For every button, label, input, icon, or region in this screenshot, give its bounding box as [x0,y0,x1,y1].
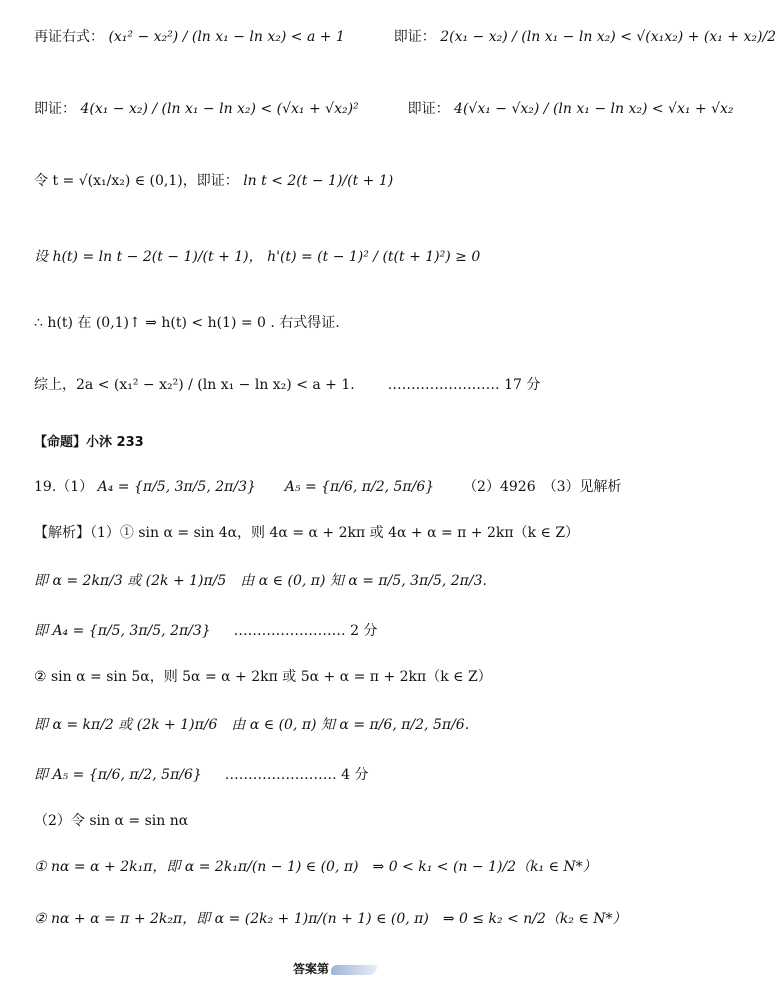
line-A5 [34,766,369,784]
formula: 4(√x₁ − √x₂) / (ln x₁ − ln x₂) < √x₁ + √x₂ [454,101,734,117]
formula: ln t < 2(t − 1)/(t + 1) [243,173,394,189]
page-footer [0,960,670,977]
question-number: 19.（1） [34,479,94,495]
text: 再证右式： [34,29,104,45]
score: …………………… 2 分 [233,623,378,639]
formula: 即 A₅ = {π/6, π/2, 5π/6} [34,767,202,783]
formula: A₄ = {π/5, 3π/5, 2π/3} [97,479,256,495]
formula: 设 h(t) = ln t − 2(t − 1)/(t + 1)， [34,249,263,265]
text: 即证： [34,101,76,117]
line-monotonic [34,314,340,332]
line-case-1 [34,858,597,876]
line-q19-answers [34,478,622,496]
author-tag: 【命题】小沐 233 [34,435,144,450]
line-substitute-t [34,172,393,190]
text: 即证： [407,101,450,117]
formula: h'(t) = (t − 1)² / (t(t + 1)²) ≥ 0 [267,249,481,265]
text: （2）令 sin α = sin nα [34,813,189,829]
line-prove-right [34,28,776,46]
text: （2）4926 （3）见解析 [463,479,622,495]
line-define-h [34,248,480,266]
line-equivalent [34,100,734,118]
line-analysis-2 [34,668,492,686]
formula: 即 α = kπ/2 或 (2k + 1)π/6 由 α ∈ (0, π) 知 α = π/6, π/2, 5π/6. [34,717,470,733]
text: 令 t = √(x₁/x₂) ∈ (0,1)，即证： [34,173,239,189]
score: …………………… 4 分 [224,767,369,783]
formula: ① nα = α + 2k₁π，即 α = 2k₁π/(n − 1) ∈ (0, π) ⇒ 0 < k₁ < (n − 1)/2（k₁ ∈ N*） [34,859,597,875]
text: 综上，2a < (x₁² − x₂²) / (ln x₁ − ln x₂) < a + 1. [34,377,355,393]
formula: 即 α = 2kπ/3 或 (2k + 1)π/5 由 α ∈ (0, π) 知 α = π/5, 3π/5, 2π/3. [34,573,487,589]
formula: ② nα + α = π + 2k₂π，即 α = (2k₂ + 1)π/(n + 1) ∈ (0, π) ⇒ 0 ≤ k₂ < n/2（k₂ ∈ N*） [34,911,627,927]
text: 【解析】（1）① sin α = sin 4α，则 4α = α + 2kπ 或 4α + α = π + 2kπ（k ∈ Z） [34,525,580,541]
line-A4 [34,622,377,640]
line-case-2 [34,910,627,928]
line-author [34,434,144,452]
text: ∴ h(t) 在 (0,1)↑ ⇒ h(t) < h(1) = 0 . 右式得证. [34,315,340,331]
footer-label: 答案第 [292,962,329,976]
formula: 2(x₁ − x₂) / (ln x₁ − ln x₂) < √(x₁x₂) + (x₁ + x₂)/2 [440,29,776,45]
line-conclusion [34,376,540,394]
score: …………………… 17 分 [387,377,541,393]
text: ② sin α = sin 5α，则 5α = α + 2kπ 或 5α + α = π + 2kπ（k ∈ Z） [34,669,492,685]
formula: 4(x₁ − x₂) / (ln x₁ − ln x₂) < (√x₁ + √x₂)² [80,101,359,117]
text: 即证： [393,29,436,45]
line-part2 [34,812,188,830]
formula: A₅ = {π/6, π/2, 5π/6} [284,479,435,495]
line-alpha-values-5 [34,716,469,734]
line-analysis-1 [34,524,579,542]
formula: 即 A₄ = {π/5, 3π/5, 2π/3} [34,623,211,639]
footer-decoration [331,965,377,975]
line-alpha-values-4 [34,572,487,590]
formula: (x₁² − x₂²) / (ln x₁ − ln x₂) < a + 1 [108,29,345,45]
